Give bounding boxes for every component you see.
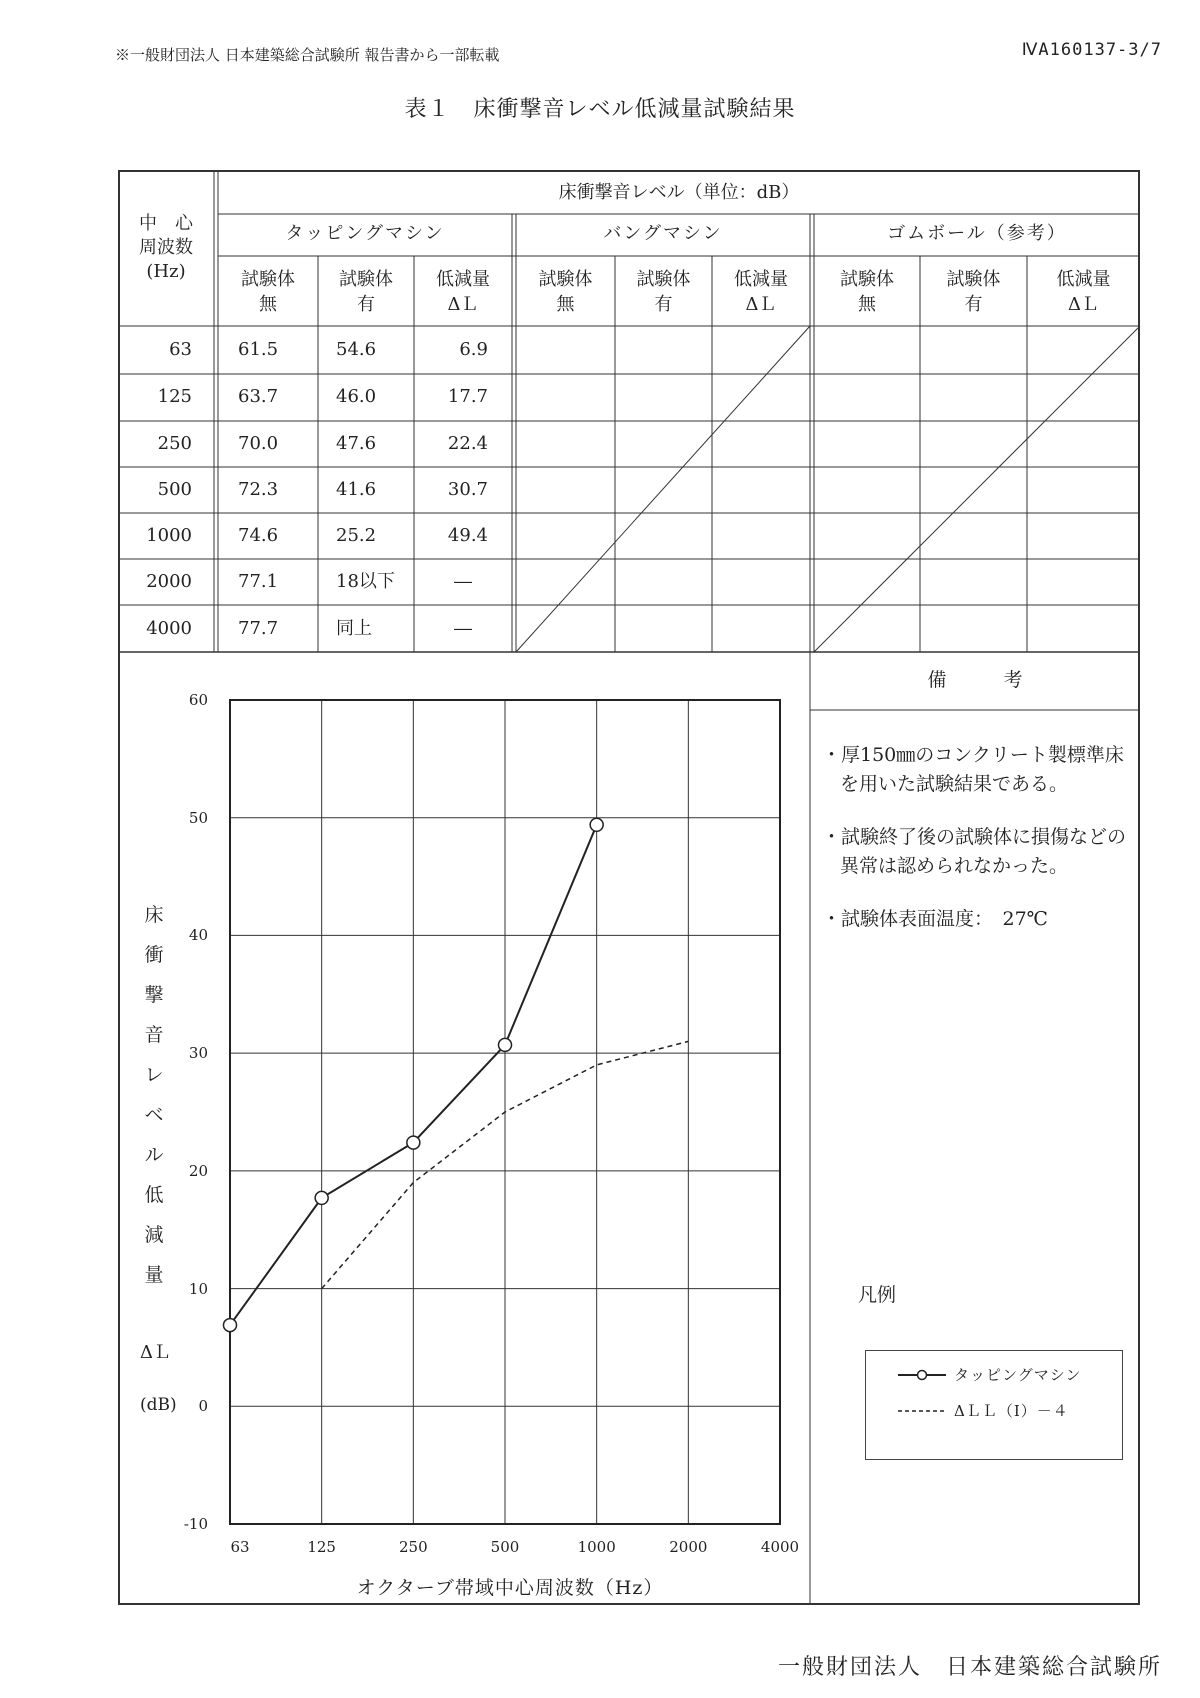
row-with: 54.6	[336, 339, 377, 360]
freq-header: 中 心 周波数 (Hz)	[139, 213, 193, 282]
x-tick-label: 1000	[577, 1538, 616, 1556]
subheader-without: 試験体 無	[538, 269, 593, 315]
remark-item: ・試験終了後の試験体に損傷などの異常は認められなかった。	[822, 826, 1127, 877]
subheader-with: 試験体 有	[946, 269, 1001, 315]
row-without: 70.0	[238, 433, 279, 454]
row-dl: 49.4	[447, 525, 488, 546]
y-tick-label: 0	[198, 1397, 208, 1416]
y-tick-label: -10	[183, 1515, 208, 1533]
row-dl: 30.7	[447, 479, 488, 500]
page-title: 表１ 床衝撃音レベル低減量試験結果	[404, 97, 796, 122]
section-rubber: ゴムボール（参考）	[887, 223, 1067, 244]
x-axis-label: オクターブ帯域中心周波数（Hz）	[356, 1577, 664, 1599]
y-axis-label-char: 衝	[144, 944, 164, 966]
y-axis-label-char: 床	[144, 904, 164, 926]
y-axis-unit: (dB)	[140, 1395, 177, 1415]
y-axis-label-char: ル	[144, 1144, 164, 1166]
remarks-header: 備 考	[927, 669, 1023, 691]
data-point	[315, 1191, 328, 1204]
row-with: 47.6	[336, 433, 377, 454]
row-dl: ―	[454, 571, 472, 592]
row-with: 41.6	[336, 479, 377, 500]
document-id: ⅣA160137-3/7	[1021, 40, 1162, 60]
row-with: 同上	[336, 618, 372, 639]
data-point	[590, 818, 603, 831]
row-freq: 2000	[146, 571, 192, 592]
data-point	[224, 1319, 237, 1332]
row-dl: 17.7	[447, 386, 488, 407]
legend-label: ΔＬＬ（Ⅰ）－４	[954, 1402, 1069, 1420]
x-tick-label: 4000	[760, 1538, 800, 1556]
y-tick-label: 50	[188, 808, 208, 827]
row-without: 72.3	[238, 479, 279, 500]
y-axis-label-char: 減	[144, 1224, 164, 1246]
row-dl: 6.9	[459, 339, 488, 360]
row-with: 18以下	[336, 571, 395, 592]
y-tick-label: 20	[188, 1161, 208, 1180]
row-freq: 500	[157, 479, 192, 500]
section-bang: バングマシン	[603, 223, 723, 244]
row-freq: 4000	[146, 618, 192, 639]
legend-label: タッピングマシン	[954, 1366, 1082, 1384]
subheader-without: 試験体 無	[241, 269, 295, 315]
subheader-without: 試験体 無	[840, 269, 894, 315]
row-without: 61.5	[238, 339, 279, 360]
y-axis-label-char: レ	[144, 1064, 164, 1086]
subheader-dl: 低減量 ΔＬ	[436, 269, 490, 315]
row-without: 77.1	[238, 571, 279, 592]
data-point	[407, 1136, 420, 1149]
y-axis-label-char: ベ	[144, 1104, 164, 1126]
row-with: 46.0	[336, 386, 377, 407]
row-freq: 63	[169, 339, 192, 360]
y-axis-label-char: 量	[144, 1264, 164, 1286]
group-header: 床衝撃音レベル（単位：dB）	[558, 182, 800, 203]
y-axis-label-char: 音	[144, 1024, 164, 1046]
footer-org: 一般財団法人 日本建築総合試験所	[777, 1655, 1162, 1680]
remark-item: ・厚150㎜のコンクリート製標準床を用いた試験結果である。	[822, 744, 1124, 795]
row-with: 25.2	[336, 525, 377, 546]
y-tick-label: 40	[188, 926, 208, 945]
y-tick-label: 60	[188, 691, 208, 709]
row-freq: 250	[157, 433, 192, 454]
x-tick-label: 2000	[669, 1538, 708, 1556]
x-tick-label: 250	[399, 1538, 428, 1556]
header-note: ※一般財団法人 日本建築総合試験所 報告書から一部転載	[115, 46, 500, 64]
subheader-with: 試験体 有	[339, 269, 393, 315]
y-tick-label: 10	[188, 1279, 208, 1298]
section-tapping: タッピングマシン	[285, 223, 445, 244]
row-dl: ―	[454, 618, 472, 639]
row-without: 77.7	[238, 618, 279, 639]
x-tick-label: 500	[490, 1538, 520, 1556]
row-without: 74.6	[238, 525, 279, 546]
x-tick-label: 63	[230, 1538, 250, 1556]
data-point	[499, 1038, 512, 1051]
legend-title: 凡例	[858, 1284, 897, 1306]
y-axis-symbol: ΔＬ	[140, 1342, 171, 1363]
row-dl: 22.4	[447, 433, 488, 454]
row-freq: 125	[157, 386, 192, 407]
y-tick-label: 30	[188, 1044, 208, 1063]
subheader-dl: 低減量 ΔＬ	[1056, 269, 1111, 315]
y-axis-label-char: 低	[144, 1184, 164, 1206]
x-tick-label: 125	[307, 1538, 336, 1556]
subheader-with: 試験体 有	[636, 269, 691, 315]
row-without: 63.7	[238, 386, 279, 407]
remark-item: ・試験体表面温度： 27℃	[822, 908, 1048, 930]
subheader-dl: 低減量 ΔＬ	[734, 269, 788, 315]
y-axis-label-char: 撃	[144, 984, 164, 1006]
row-freq: 1000	[146, 525, 192, 546]
